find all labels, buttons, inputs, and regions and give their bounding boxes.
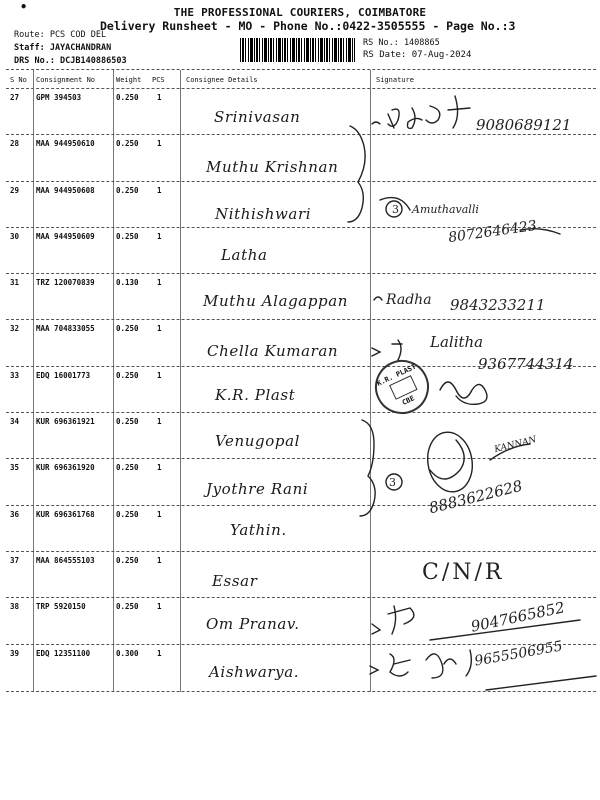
row-sno: 34 — [10, 417, 20, 426]
consignee-name: Chella Kumaran — [207, 342, 339, 360]
consignee-name: Latha — [221, 246, 268, 264]
mark-dot: • — [20, 0, 28, 14]
col-pcs: PCS — [152, 76, 165, 84]
consignee-name: Venugopal — [215, 432, 301, 450]
rs-number: RS No.: 1408865 — [363, 38, 440, 48]
signature-name: Lalitha — [430, 333, 484, 351]
consignee-name: Jyothre Rani — [206, 480, 309, 498]
consignee-name: Nithishwari — [215, 205, 312, 223]
stamp-text: K.R. PLAST — [375, 362, 418, 388]
signature-count: 3 — [389, 476, 396, 489]
row-sno: 37 — [10, 556, 20, 565]
consignee-name: Essar — [212, 572, 258, 590]
route-label: Route: PCS COD DEL — [14, 30, 107, 40]
row-consignment: MAA 944950609 — [36, 232, 95, 241]
consignee-name: Srinivasan — [214, 108, 301, 126]
row-weight: 0.250 — [116, 602, 139, 611]
row-pcs: 1 — [157, 417, 162, 426]
row-weight: 0.250 — [116, 93, 139, 102]
row-weight: 0.250 — [116, 232, 139, 241]
row-pcs: 1 — [157, 139, 162, 148]
rs-date: RS Date: 07-Aug-2024 — [363, 50, 472, 60]
drs-label: DRS No.: DCJB140886503 — [14, 56, 127, 66]
row-weight: 0.250 — [116, 139, 139, 148]
row-sno: 31 — [10, 278, 20, 287]
consignee-name: Yathin. — [230, 521, 287, 539]
row-weight: 0.250 — [116, 417, 139, 426]
row-pcs: 1 — [157, 278, 162, 287]
return-note: C/N/R — [422, 560, 505, 585]
row-consignment: MAA 944950608 — [36, 186, 95, 195]
signature-phone: 9655506955 — [473, 638, 564, 670]
consignee-name: Aishwarya. — [209, 663, 300, 681]
row-consignment: TRZ 120070839 — [36, 278, 95, 287]
signature-phone: 9843233211 — [450, 296, 546, 314]
row-consignment: MAA 704833055 — [36, 324, 95, 333]
col-weight: Weight — [116, 76, 142, 84]
consignee-name: Muthu Krishnan — [206, 158, 339, 176]
row-weight: 0.300 — [116, 649, 139, 658]
company-title: THE PROFESSIONAL COURIERS, COIMBATORE — [173, 6, 427, 19]
row-sno: 30 — [10, 232, 20, 241]
col-signature: Signature — [376, 76, 414, 84]
row-pcs: 1 — [157, 649, 162, 658]
row-weight: 0.250 — [116, 186, 139, 195]
row-pcs: 1 — [157, 324, 162, 333]
signature-phone: 8883622628 — [427, 476, 525, 518]
row-sno: 36 — [10, 510, 20, 519]
row-pcs: 1 — [157, 93, 162, 102]
signature-name: Amuthavalli — [412, 203, 479, 216]
row-sno: 39 — [10, 649, 20, 658]
row-pcs: 1 — [157, 463, 162, 472]
row-sno: 35 — [10, 463, 20, 472]
stamp-sub: CBE — [400, 394, 416, 407]
row-consignment: MAA 944950610 — [36, 139, 95, 148]
signature-phone: 8072646423 — [447, 217, 538, 247]
row-weight: 0.250 — [116, 463, 139, 472]
row-weight: 0.250 — [116, 324, 139, 333]
signature-name: KANNAN — [493, 434, 538, 456]
staff-label: Staff: JAYACHANDRAN — [14, 43, 112, 53]
row-pcs: 1 — [157, 510, 162, 519]
row-weight: 0.130 — [116, 278, 139, 287]
consignee-name: Om Pranav. — [206, 615, 300, 633]
row-pcs: 1 — [157, 371, 162, 380]
row-weight: 0.250 — [116, 510, 139, 519]
row-pcs: 1 — [157, 186, 162, 195]
row-weight: 0.250 — [116, 556, 139, 565]
row-sno: 27 — [10, 93, 20, 102]
row-sno: 33 — [10, 371, 20, 380]
row-consignment: KUR 696361920 — [36, 463, 95, 472]
consignee-name: Muthu Alagappan — [203, 292, 349, 310]
col-consignee: Consignee Details — [186, 76, 258, 84]
runsheet-subtitle: Delivery Runsheet - MO - Phone No.:0422-3505555 - Page No.:3 — [100, 19, 516, 33]
row-sno: 32 — [10, 324, 20, 333]
signature-name: Radha — [386, 292, 432, 308]
row-sno: 38 — [10, 602, 20, 611]
col-consignment: Consignment No — [36, 76, 96, 84]
col-sno: S No — [10, 76, 27, 84]
row-sno: 29 — [10, 186, 20, 195]
row-consignment: MAA 864555103 — [36, 556, 95, 565]
signature-phone: 9080689121 — [476, 116, 572, 134]
row-weight: 0.250 — [116, 371, 139, 380]
signature-phone: 9047665852 — [469, 598, 567, 636]
row-consignment: TRP 5920150 — [36, 602, 86, 611]
row-pcs: 1 — [157, 602, 162, 611]
row-pcs: 1 — [157, 232, 162, 241]
row-consignment: GPM 394503 — [36, 93, 82, 102]
row-consignment: EDQ 16001773 — [36, 371, 91, 380]
row-sno: 28 — [10, 139, 20, 148]
signature-count: 3 — [392, 203, 399, 216]
row-pcs: 1 — [157, 556, 162, 565]
row-consignment: KUR 696361768 — [36, 510, 95, 519]
row-consignment: EDQ 12351100 — [36, 649, 91, 658]
consignee-name: K.R. Plast — [215, 386, 296, 404]
signature-phone: 9367744314 — [478, 355, 574, 373]
row-consignment: KUR 696361921 — [36, 417, 95, 426]
